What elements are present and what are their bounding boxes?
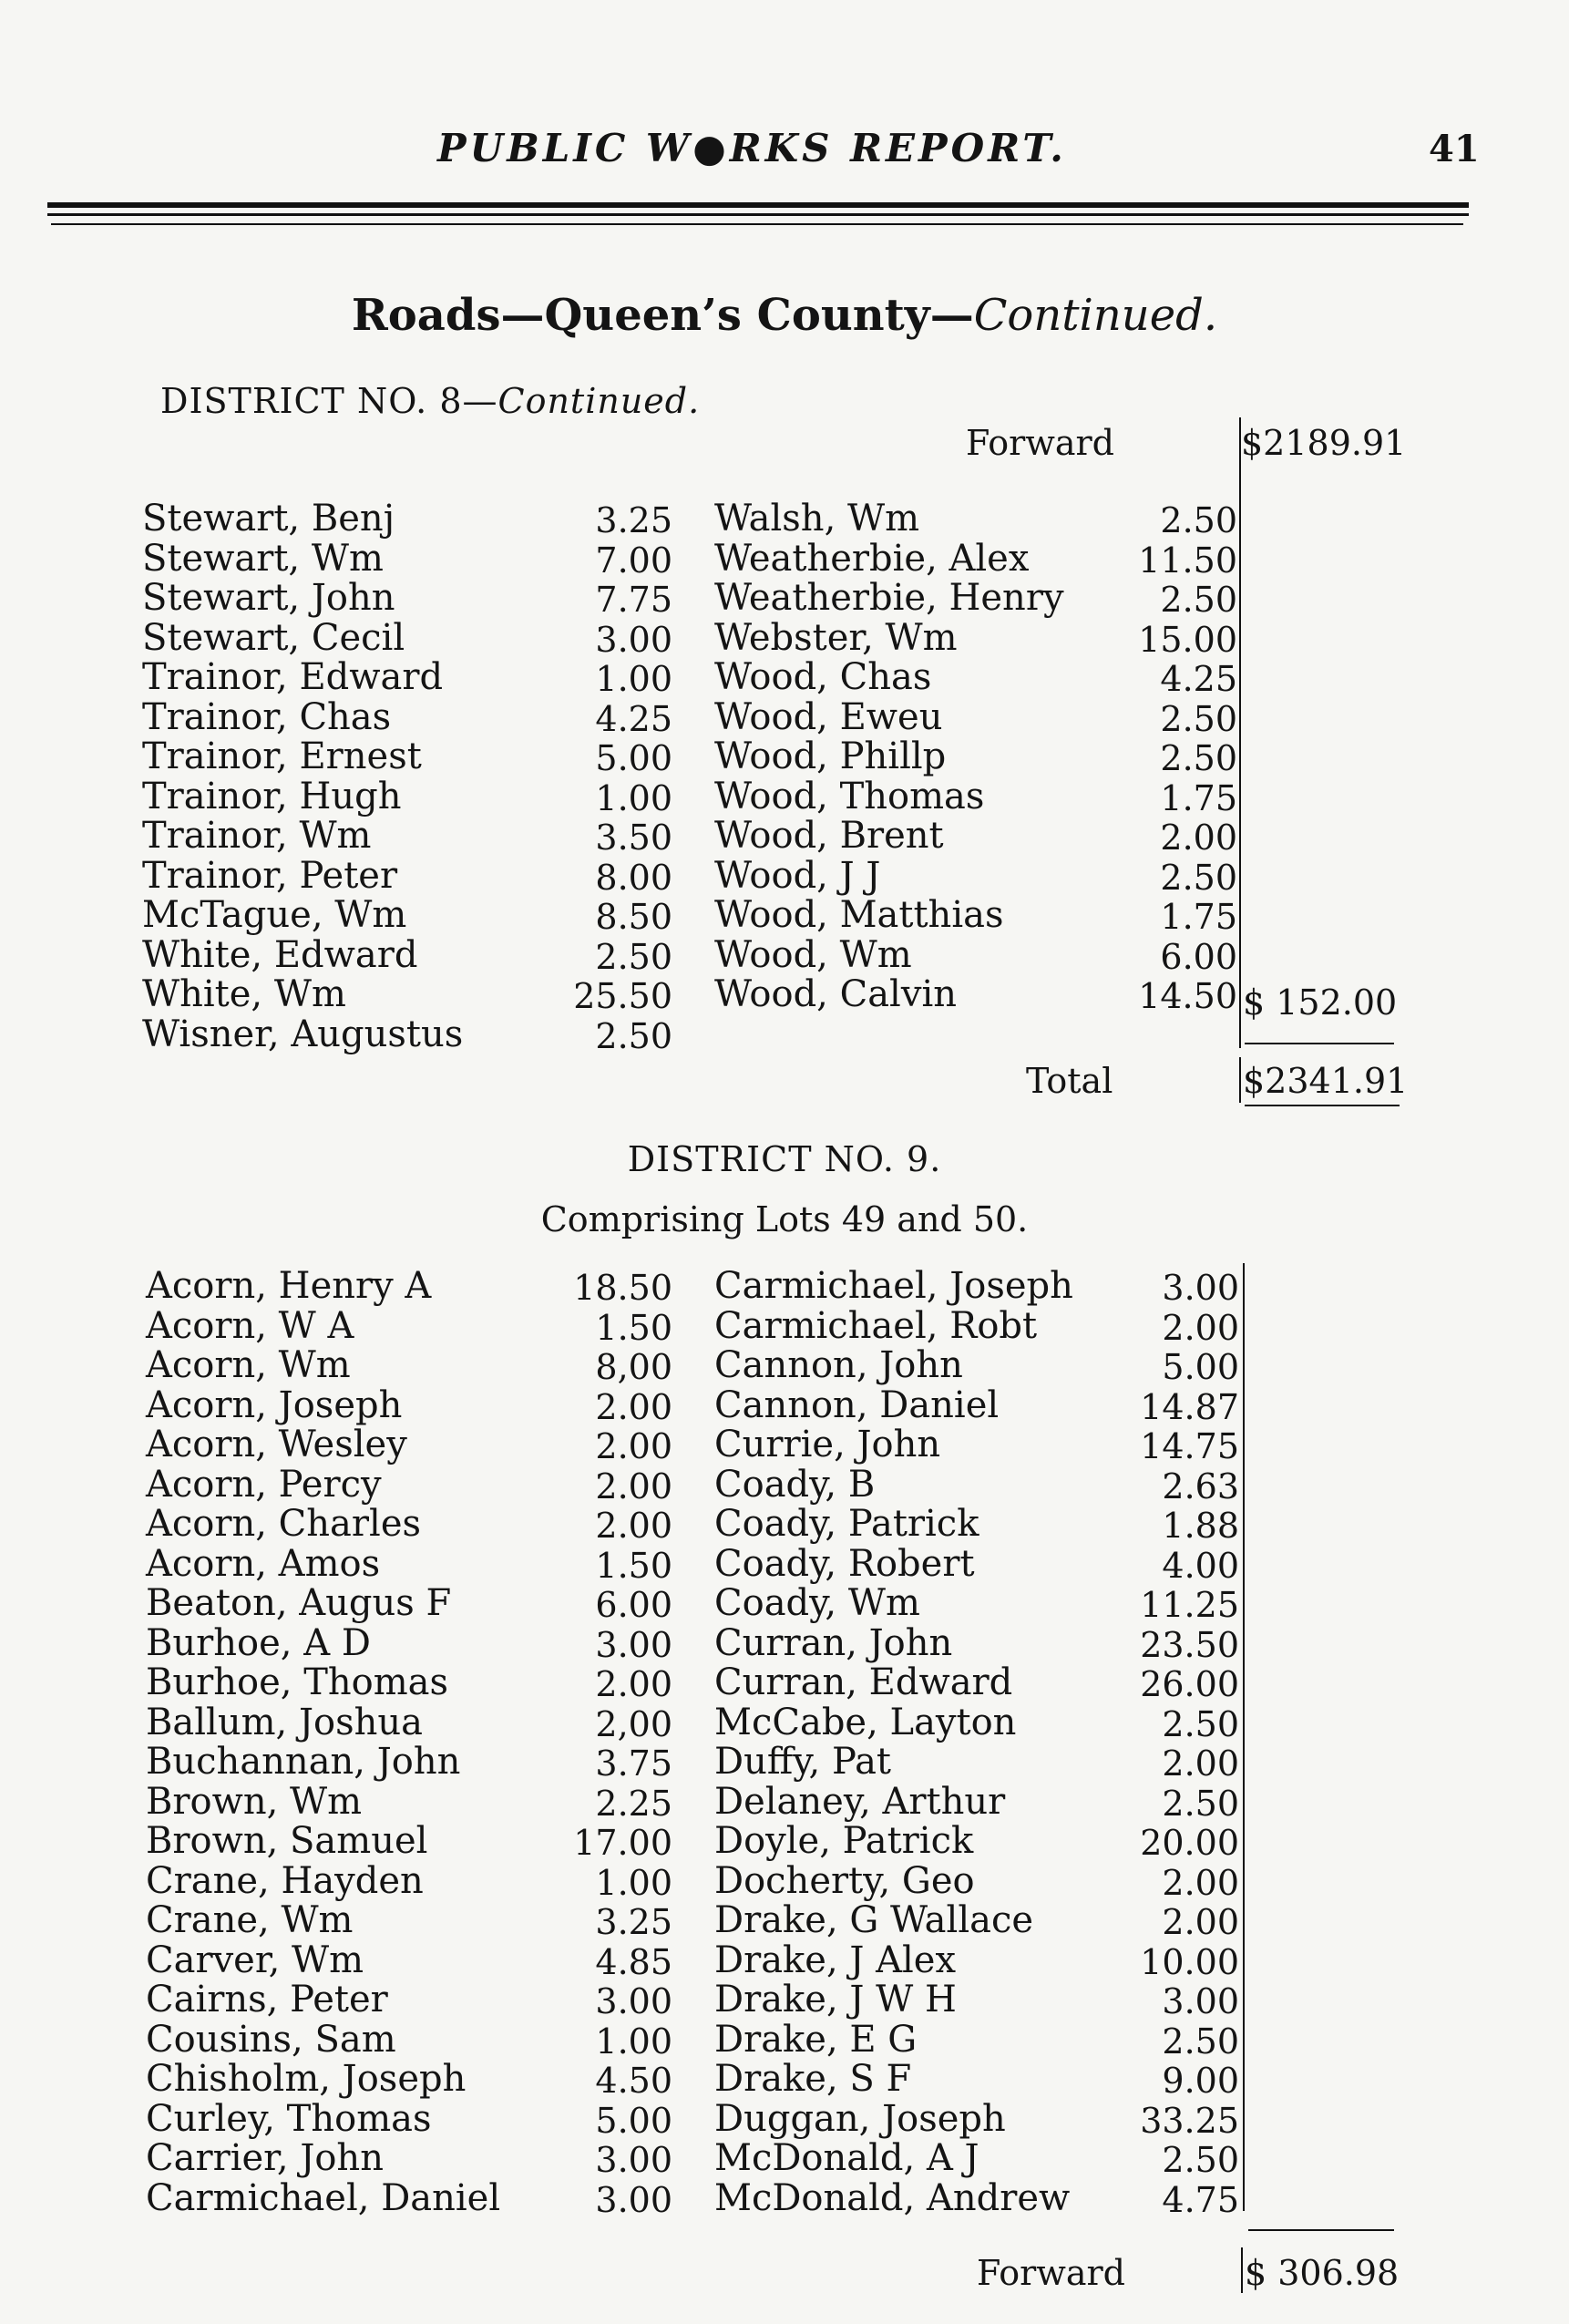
list-item-name: Cairns, Peter: [146, 1979, 388, 2021]
list-item-amount: 14.50: [1138, 976, 1237, 1016]
list-item-amount: 2.00: [1162, 1743, 1239, 1784]
district-9-right-names: [714, 1267, 1073, 2218]
list-item-name: McDonald, Andrew: [714, 2176, 1071, 2219]
list-item-amount: 3.00: [595, 619, 672, 660]
list-item-name: Acorn, Amos: [146, 1542, 381, 1585]
total-column-rule: [1239, 1057, 1241, 1103]
district-9-left-names: [146, 1267, 500, 2218]
list-item-amount: 3.00: [1162, 1268, 1239, 1308]
list-item-name: Coady, B: [714, 1463, 876, 1506]
list-item-amount: 1.88: [1162, 1506, 1239, 1546]
list-item-name: Carmichael, Daniel: [146, 2176, 501, 2219]
list-item-name: Acorn, Percy: [146, 1463, 382, 1506]
list-item-name: Coady, Patrick: [714, 1503, 979, 1545]
list-item-name: Cousins, Sam: [146, 2018, 396, 2061]
list-item-amount: 2.50: [1162, 1703, 1239, 1744]
district-8-column-rule: [1239, 417, 1241, 1048]
list-item-name: Weatherbie, Alex: [714, 537, 1030, 580]
list-item-name: Wood, Calvin: [714, 973, 957, 1015]
list-item-name: Stewart, Cecil: [142, 616, 405, 659]
list-item-amount: 9.00: [1162, 2061, 1239, 2101]
header-rule-thick: [47, 202, 1469, 208]
list-item-amount: 1.75: [1160, 777, 1237, 818]
list-item-amount: 2.50: [1160, 738, 1237, 778]
list-item-amount: 2.50: [595, 1015, 672, 1056]
list-item-amount: 8.00: [595, 857, 672, 898]
list-item-amount: 2.00: [595, 1426, 672, 1466]
district-9-forward-label: Forward: [977, 2253, 1126, 2293]
list-item-amount: 1.50: [595, 1545, 672, 1586]
subtotal-rule: [1245, 1043, 1394, 1044]
list-item-name: Stewart, Wm: [142, 537, 384, 580]
list-item-amount: 2.00: [1162, 1862, 1239, 1903]
list-item-name: Crane, Hayden: [146, 1859, 424, 1902]
list-item-amount: 1.50: [595, 1307, 672, 1348]
list-item-name: Cannon, John: [714, 1344, 963, 1386]
list-item-amount: 11.25: [1140, 1585, 1239, 1625]
list-item-name: Wood, J J: [714, 854, 881, 897]
list-item-amount: 26.00: [1140, 1664, 1239, 1704]
list-item-amount: 1.00: [595, 777, 672, 818]
list-item-amount: 15.00: [1138, 619, 1237, 660]
list-item-name: Weatherbie, Henry: [714, 577, 1064, 619]
list-item-name: Drake, J Alex: [714, 1938, 957, 1981]
list-item-amount: 4.00: [1162, 1545, 1239, 1586]
list-item-amount: 2.50: [1162, 2021, 1239, 2062]
list-item-name: McDonald, A J: [714, 2137, 979, 2179]
district-9-left-amounts: [538, 1269, 672, 2220]
list-item-name: Wood, Eweu: [714, 695, 943, 738]
list-item-amount: 2.50: [1160, 857, 1237, 898]
list-item-name: Wood, Matthias: [714, 894, 1004, 936]
district-9-comprising: Comprising Lots 49 and 50.: [540, 1199, 1029, 1239]
list-item-name: Acorn, Joseph: [146, 1383, 403, 1426]
list-item-amount: 2.50: [1162, 2140, 1239, 2180]
list-item-amount: 3.00: [1162, 1981, 1239, 2021]
list-item-amount: 2.63: [1162, 1465, 1239, 1506]
list-item-name: Brown, Wm: [146, 1780, 363, 1823]
list-item-amount: 2,00: [595, 1703, 672, 1744]
list-item-amount: 5.00: [595, 738, 672, 778]
list-item-name: Coady, Robert: [714, 1542, 975, 1585]
list-item-name: Ballum, Joshua: [146, 1701, 423, 1743]
forward-column-rule: [1241, 2247, 1243, 2293]
district-9-column-rule: [1243, 1263, 1245, 2211]
list-item-name: Trainor, Hugh: [142, 775, 402, 818]
list-item-amount: 14.87: [1140, 1386, 1239, 1427]
list-item-amount: 2.50: [595, 936, 672, 977]
section-title: [0, 290, 1569, 341]
list-item-amount: 18.50: [573, 1268, 672, 1308]
section-title-main: Roads—Queen’s County—: [351, 290, 974, 341]
list-item-name: Carrier, John: [146, 2137, 384, 2179]
list-item-amount: 23.50: [1140, 1624, 1239, 1665]
list-item-amount: 8,00: [595, 1347, 672, 1387]
district-9-forward-amount: $ 306.98: [1245, 2253, 1400, 2293]
list-item-amount: 3.75: [595, 1743, 672, 1784]
district-8-heading-continued: Continued.: [497, 381, 701, 421]
list-item-name: Carver, Wm: [146, 1938, 364, 1981]
list-item-name: Acorn, Henry A: [146, 1265, 432, 1307]
list-item-name: Trainor, Wm: [142, 815, 372, 857]
district-8-total-label: Total: [1026, 1061, 1113, 1101]
list-item-amount: 5.00: [595, 2100, 672, 2141]
list-item-name: Trainor, Edward: [142, 656, 444, 698]
list-item-name: Crane, Wm: [146, 1899, 354, 1941]
list-item-name: Trainor, Ernest: [142, 735, 422, 777]
list-item-name: Duggan, Joseph: [714, 2097, 1006, 2140]
list-item-name: Drake, S F: [714, 2058, 912, 2100]
list-item-name: Acorn, Wm: [146, 1344, 351, 1386]
list-item-amount: 25.50: [573, 976, 672, 1016]
list-item-name: Cannon, Daniel: [714, 1383, 1000, 1426]
list-item-amount: 1.00: [595, 2021, 672, 2062]
list-item-amount: 2.00: [1160, 818, 1237, 858]
list-item-name: Stewart, Benj: [142, 498, 395, 540]
list-item-name: Wood, Chas: [714, 656, 932, 698]
list-item-name: McTague, Wm: [142, 894, 407, 936]
list-item-amount: 1.00: [595, 1862, 672, 1903]
district-8-right-names: [714, 499, 1064, 1015]
page-number: 41: [1429, 128, 1480, 170]
list-item-name: Doyle, Patrick: [714, 1820, 974, 1862]
list-item-amount: 17.00: [573, 1823, 672, 1863]
list-item-name: Wood, Wm: [714, 933, 912, 976]
list-item-name: Delaney, Arthur: [714, 1780, 1006, 1823]
list-item-name: Brown, Samuel: [146, 1820, 428, 1862]
list-item-amount: 20.00: [1140, 1823, 1239, 1863]
list-item-amount: 1.00: [595, 659, 672, 699]
list-item-amount: 2.00: [595, 1506, 672, 1546]
list-item-amount: 3.25: [595, 500, 672, 540]
list-item-name: Burhoe, Thomas: [146, 1661, 449, 1703]
list-item-amount: 7.00: [595, 540, 672, 581]
list-item-name: Drake, E G: [714, 2018, 918, 2061]
list-item-name: Curran, John: [714, 1621, 953, 1664]
list-item-name: Wood, Brent: [714, 815, 944, 857]
list-item-name: Duffy, Pat: [714, 1741, 892, 1783]
list-item-amount: 2.50: [1162, 1783, 1239, 1824]
list-item-name: Trainor, Peter: [142, 854, 398, 897]
list-item-name: Acorn, Wesley: [146, 1424, 407, 1465]
list-item-name: Curran, Edward: [714, 1661, 1013, 1703]
list-item-name: Coady, Wm: [714, 1582, 920, 1624]
list-item-name: Carmichael, Joseph: [714, 1265, 1073, 1307]
list-item-amount: 2.25: [595, 1783, 672, 1824]
list-item-name: Drake, J W H: [714, 1979, 957, 2021]
district-8-forward-amount: $2189.91: [1241, 423, 1407, 463]
list-item-name: Currie, John: [714, 1424, 941, 1465]
list-item-name: McCabe, Layton: [714, 1701, 1017, 1743]
total-underline: [1245, 1105, 1400, 1106]
list-item-name: Trainor, Chas: [142, 695, 392, 738]
list-item-amount: 3.50: [595, 818, 672, 858]
list-item-amount: 11.50: [1138, 540, 1237, 581]
list-item-name: Walsh, Wm: [714, 498, 920, 540]
list-item-name: Curley, Thomas: [146, 2097, 432, 2140]
list-item-name: White, Edward: [142, 933, 418, 976]
list-item-amount: 5.00: [1162, 1347, 1239, 1387]
district-9-right-amounts: [1102, 1269, 1239, 2220]
district-8-heading: [160, 381, 700, 421]
list-item-name: Carmichael, Robt: [714, 1304, 1038, 1347]
list-item-name: Acorn, Charles: [146, 1503, 422, 1545]
list-item-amount: 33.25: [1140, 2100, 1239, 2141]
district-8-left-amounts: [538, 501, 672, 1056]
list-item-amount: 3.00: [595, 2179, 672, 2220]
district-8-heading-text: DISTRICT NO. 8—: [160, 381, 498, 421]
header-rule-medium: [47, 213, 1469, 216]
district-8-forward-label: Forward: [966, 423, 1115, 463]
section-title-continued: Continued.: [973, 290, 1218, 341]
list-item-amount: 3.00: [595, 1981, 672, 2021]
list-item-amount: 4.85: [595, 1941, 672, 1982]
district-8-total-amount: $2341.91: [1243, 1061, 1409, 1101]
list-item-amount: 2.50: [1160, 580, 1237, 620]
list-item-amount: 8.50: [595, 897, 672, 937]
list-item-amount: 2.50: [1160, 500, 1237, 540]
list-item-amount: 4.25: [1160, 659, 1237, 699]
list-item-amount: 2.00: [595, 1664, 672, 1704]
list-item-amount: 4.75: [1162, 2179, 1239, 2220]
list-item-amount: 3.00: [595, 2140, 672, 2180]
list-item-amount: 6.00: [595, 1585, 672, 1625]
list-item-amount: 2.00: [595, 1465, 672, 1506]
list-item-amount: 2.00: [1162, 1307, 1239, 1348]
list-item-name: Wood, Thomas: [714, 775, 985, 818]
district-9-heading: DISTRICT NO. 9.: [627, 1139, 942, 1179]
list-item-amount: 14.75: [1140, 1426, 1239, 1466]
list-item-amount: 3.25: [595, 1902, 672, 1942]
list-item-amount: 7.75: [595, 580, 672, 620]
district-8-left-names: [142, 499, 463, 1054]
list-item-amount: 6.00: [1160, 936, 1237, 977]
district-8-right-amounts: [1102, 501, 1237, 1017]
list-item-amount: 2.50: [1160, 698, 1237, 739]
list-item-amount: 2.00: [1162, 1902, 1239, 1942]
list-item-name: Wisner, Augustus: [142, 1013, 464, 1055]
list-item-name: Chisholm, Joseph: [146, 2058, 467, 2100]
list-item-amount: 10.00: [1140, 1941, 1239, 1982]
list-item-amount: 2.00: [595, 1386, 672, 1427]
list-item-name: Beaton, Augus F: [146, 1582, 452, 1624]
list-item-amount: 4.25: [595, 698, 672, 739]
list-item-name: White, Wm: [142, 973, 346, 1015]
district-8-subtotal-amount: $ 152.00: [1243, 982, 1398, 1023]
list-item-name: Wood, Phillp: [714, 735, 947, 777]
list-item-name: Webster, Wm: [714, 616, 958, 659]
list-item-name: Buchannan, John: [146, 1741, 461, 1783]
running-head: PUBLIC W●RKS REPORT.: [437, 126, 1067, 170]
list-item-amount: 1.75: [1160, 897, 1237, 937]
forward-rule: [1248, 2229, 1394, 2231]
list-item-name: Docherty, Geo: [714, 1859, 975, 1902]
list-item-amount: 4.50: [595, 2061, 672, 2101]
list-item-name: Drake, G Wallace: [714, 1899, 1034, 1941]
list-item-name: Stewart, John: [142, 577, 395, 619]
list-item-name: Burhoe, A D: [146, 1621, 371, 1664]
header-rule-thin: [51, 223, 1463, 225]
list-item-name: Acorn, W A: [146, 1304, 354, 1347]
list-item-amount: 3.00: [595, 1624, 672, 1665]
